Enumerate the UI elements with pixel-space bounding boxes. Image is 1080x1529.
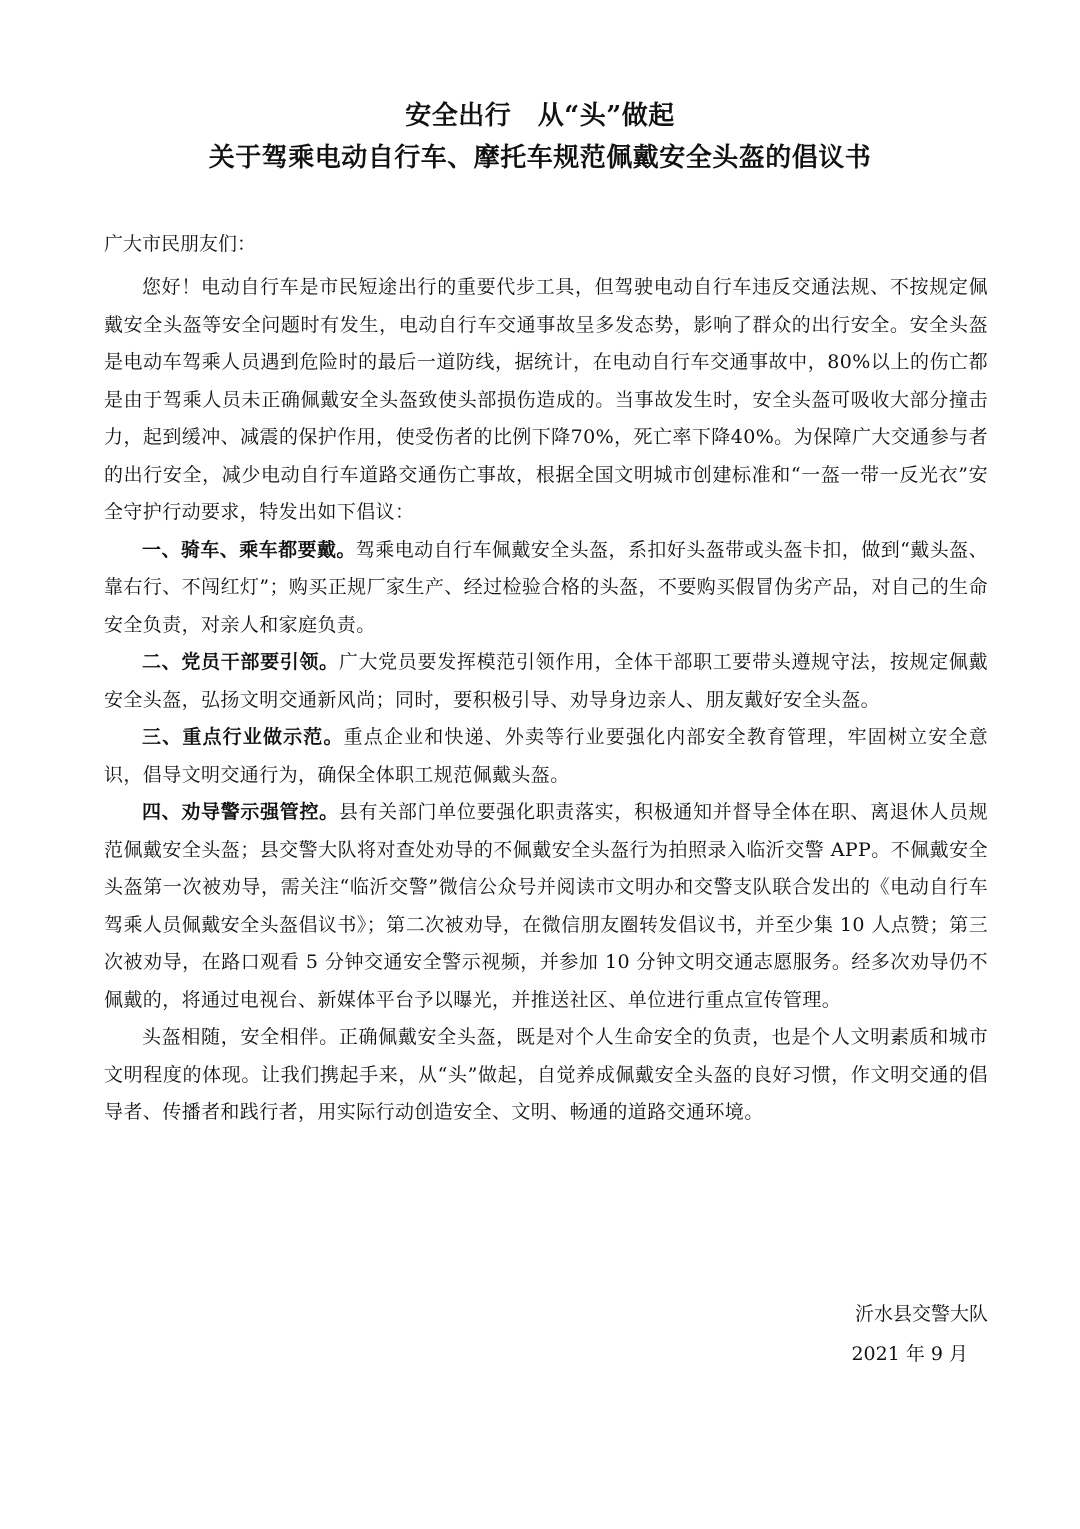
document-subtitle: 关于驾乘电动自行车、摩托车规范佩戴安全头盔的倡议书 [208,143,872,173]
paragraph-text: 广大党员要发挥模范引领作用，全体干部职工要带头遵规守法，按规定佩戴安全头盔，弘扬文明交通新风尚；同时，要积极引导、劝导身边亲人、朋友戴好安全头盔。 [104,651,988,711]
paragraph-text: 您好！电动自行车是市民短途出行的重要代步工具，但驾驶电动自行车违反交通法规、不按规定佩戴安全头盔等安全问题时有发生，电动自行车交通事故呈多发态势，影响了群众的出行安全。安全头盔是电动车驾乘人员遇到危险时的最后一道防线，据统计，在电动自行车交通事故中，80%以上的伤亡都是由于驾乘人员未正确佩戴安全头盔致使头部损伤造成的。当事故发生时，安全头盔可吸收大部分撞击力，起到缓冲、减震的保护作用，使受伤者的比例下降70%，死亡率下降40%。为保障广大交通参与者的出行安全，减少电动自行车道路交通伤亡事故，根据全国文明城市创建标准和“一盔一带一反光衣”安全守护行动要求，特发出如下倡议： [104,276,988,523]
document-body [104,269,988,1132]
paragraph-lead: 二、党员干部要引领。 [142,651,339,673]
proposal-paragraph-2 [104,644,988,719]
paragraph-lead: 四、劝导警示强管控。 [142,801,339,823]
proposal-paragraph-4 [104,794,988,1019]
paragraph-text: 驾乘电动自行车佩戴安全头盔，系扣好头盔带或头盔卡扣，做到“戴头盔、靠右行、不闯红灯”；购买正规厂家生产、经过检验合格的头盔，不要购买假冒伪劣产品，对自己的生命安全负责，对亲人和家庭负责。 [104,538,989,636]
proposal-paragraph-3 [104,719,988,794]
document-title: 安全出行 从“头”做起 [405,101,675,131]
paragraph-lead: 一、骑车、乘车都要戴。 [142,538,356,561]
salutation: 广大市民朋友们： [104,233,257,255]
paragraph-lead: 三、重点行业做示范。 [142,726,344,748]
signature-date: 2021 年 9 月 [851,1343,968,1365]
intro-paragraph [104,269,988,532]
closing-paragraph [104,1019,988,1132]
proposal-paragraph-1 [104,532,988,645]
signature-organization: 沂水县交警大队 [854,1303,988,1325]
paragraph-text: 头盔相随，安全相伴。正确佩戴安全头盔，既是对个人生命安全的负责，也是个人文明素质和城市文明程度的体现。让我们携起手来，从“头”做起，自觉养成佩戴安全头盔的良好习惯，作文明交通的倡导者、传播者和践行者，用实际行动创造安全、文明、畅通的道路交通环境。 [104,1026,988,1123]
paragraph-text: 重点企业和快递、外卖等行业要强化内部安全教育管理，牢固树立安全意识，倡导文明交通行为，确保全体职工规范佩戴头盔。 [104,726,988,786]
paragraph-text: 县有关部门单位要强化职责落实，积极通知并督导全体在职、离退休人员规范佩戴安全头盔；县交警大队将对查处劝导的不佩戴安全头盔行为拍照录入临沂交警 APP。不佩戴安全头盔第一次被劝导，需关注“临沂交警”微信公众号并阅读市文明办和交警支队联合发出的《电动自行车驾乘人员佩戴安全头盔倡议书》；第二次被劝导，在微信朋友圈转发倡议书，并至少集 10 人点赞；第三次被劝导，在路口观看 5 分钟交通安全警示视频，并参加 10 分钟文明交通志愿服务。经多次劝导仍不佩戴的，将通过电视台、新媒体平台予以曝光，并推送社区、单位进行重点宣传管理。 [104,801,988,1011]
